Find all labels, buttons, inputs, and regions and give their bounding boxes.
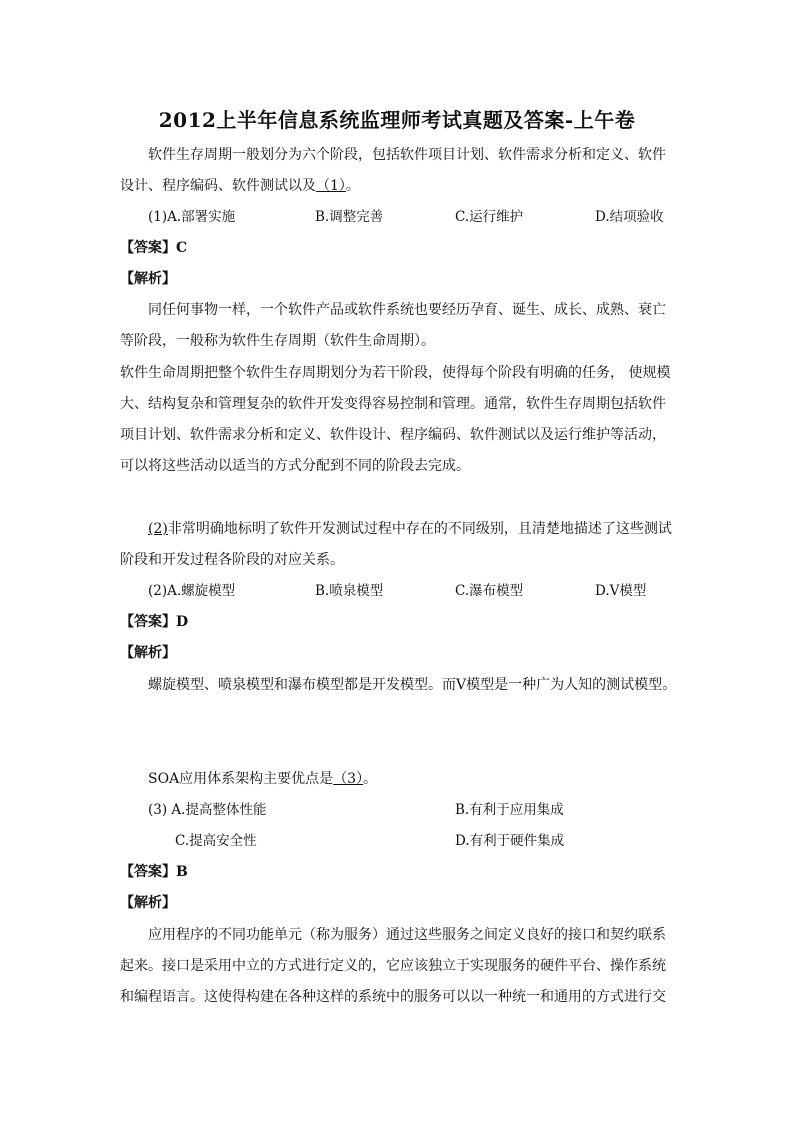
q3-analysis-label: 【解析】 [120, 895, 176, 911]
q1-answer: 【答案】C [120, 240, 188, 256]
q3-option-c: C.提高安全性 [175, 833, 257, 849]
q2-stem-text: 非常明确地标明了软件开发测试过程中存在的不同级别，且清楚地描述了这些测试 [167, 521, 672, 537]
q3-analysis-line: 应用程序的不同功能单元（称为服务）通过这些服务之间定义良好的接口和契约联系 [148, 927, 666, 943]
q1-stem-line1: 软件生存周期一般划分为六个阶段，包括软件项目计划、软件需求分析和定义、软件 [148, 147, 666, 163]
q1-option-a: (1)A.部署实施 [148, 209, 236, 225]
q2-option-a: (2)A.螺旋模型 [148, 583, 236, 599]
q3-analysis-line: 起来。接口是采用中立的方式进行定义的，它应该独立于实现服务的硬件平台、操作系统 [120, 958, 666, 974]
page-title: 2012上半年信息系统监理师考试真题及答案-上午卷 [158, 108, 636, 132]
q1-analysis-line: 等阶段，一般称为软件生存周期（软件生命周期）。 [120, 333, 435, 349]
q1-analysis-line: 项目计划、软件需求分析和定义、软件设计、程序编码、软件测试以及运行维护等活动， [120, 427, 666, 443]
q3-analysis-line: 和编程语言。这使得构建在各种这样的系统中的服务可以以一种统一和通用的方式进行交 [120, 989, 666, 1005]
q3-stem [148, 764, 377, 795]
q3-option-d: D.有利于硬件集成 [455, 833, 565, 849]
q2-option-b: B.喷泉模型 [315, 583, 384, 599]
q1-option-b: B.调整完善 [315, 209, 384, 225]
q3-option-a: (3) A.提高整体性能 [148, 802, 267, 818]
q1-blank: （1） [316, 178, 346, 194]
q2-blank: (2) [148, 521, 168, 537]
q3-answer: 【答案】B [120, 864, 188, 880]
q1-analysis-line: 同任何事物一样，一个软件产品或软件系统也要经历孕育、诞生、成长、成熟、衰亡 [148, 302, 666, 318]
q3-stem-end: 。 [363, 771, 378, 787]
q1-option-d: D.结项验收 [595, 209, 664, 225]
q1-stem-line2 [120, 171, 360, 202]
q1-analysis-label: 【解析】 [120, 271, 176, 287]
q2-analysis-line: 螺旋模型、喷泉模型和瀑布模型都是开发模型。而V模型是一种广为人知的测试模型。 [148, 677, 677, 693]
q2-answer: 【答案】D [120, 614, 189, 630]
q1-stem-end: 。 [345, 178, 360, 194]
q1-analysis-line: 大、结构复杂和管理复杂的软件开发变得容易控制和管理。通常，软件生存周期包括软件 [120, 396, 666, 412]
q2-option-c: C.瀑布模型 [455, 583, 524, 599]
q2-stem-line1 [148, 514, 672, 545]
q1-option-c: C.运行维护 [455, 209, 524, 225]
q2-option-d: D.V模型 [595, 583, 647, 599]
q1-analysis-line: 可以将这些活动以适当的方式分配到不同的阶段去完成。 [120, 458, 470, 474]
q3-stem-text: SOA应用体系架构主要优点是 [148, 771, 334, 787]
q3-blank: （3） [333, 771, 364, 787]
q1-analysis-line: 软件生命周期把整个软件生存周期划分为若干阶段，使得每个阶段有明确的任务， 使规模 [120, 365, 671, 381]
q2-analysis-label: 【解析】 [120, 645, 176, 661]
q2-stem-line2: 阶段和开发过程各阶段的对应关系。 [120, 552, 344, 568]
q1-stem-text: 设计、程序编码、软件测试以及 [120, 178, 316, 194]
q3-option-b: B.有利于应用集成 [455, 802, 564, 818]
